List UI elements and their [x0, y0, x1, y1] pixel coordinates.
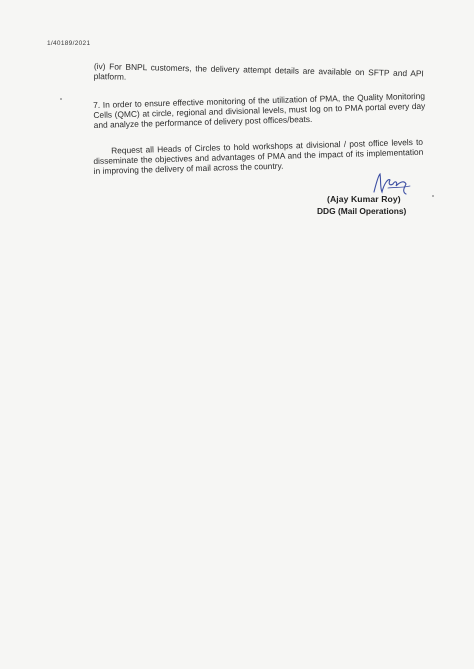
paragraph-monitoring: 7. In order to ensure effective monitoring of the utilization of PMA, the Quality Monitoring Cells (QMC) at circle, regional and divisional levels, must log on to PMA portal every day and analyze the performance of delivery post offices/beats.	[93, 90, 426, 130]
scan-speck	[432, 195, 434, 197]
signatory-designation: DDG (Mail Operations)	[317, 206, 407, 216]
paragraph-request: Request all Heads of Circles to hold workshops at divisional / post office levels to disseminate the objectives and advantages of PMA and the impact of its implementation in improving the delivery of mail across the country.	[93, 136, 424, 176]
scan-speck	[60, 98, 62, 100]
reference-number: 1/40189/2021	[47, 40, 91, 47]
paragraph-bnpl: (iv) For BNPL customers, the delivery attempt details are available on SFTP and API platform.	[93, 61, 424, 82]
signatory-name: (Ajay Kumar Roy)	[327, 194, 401, 204]
